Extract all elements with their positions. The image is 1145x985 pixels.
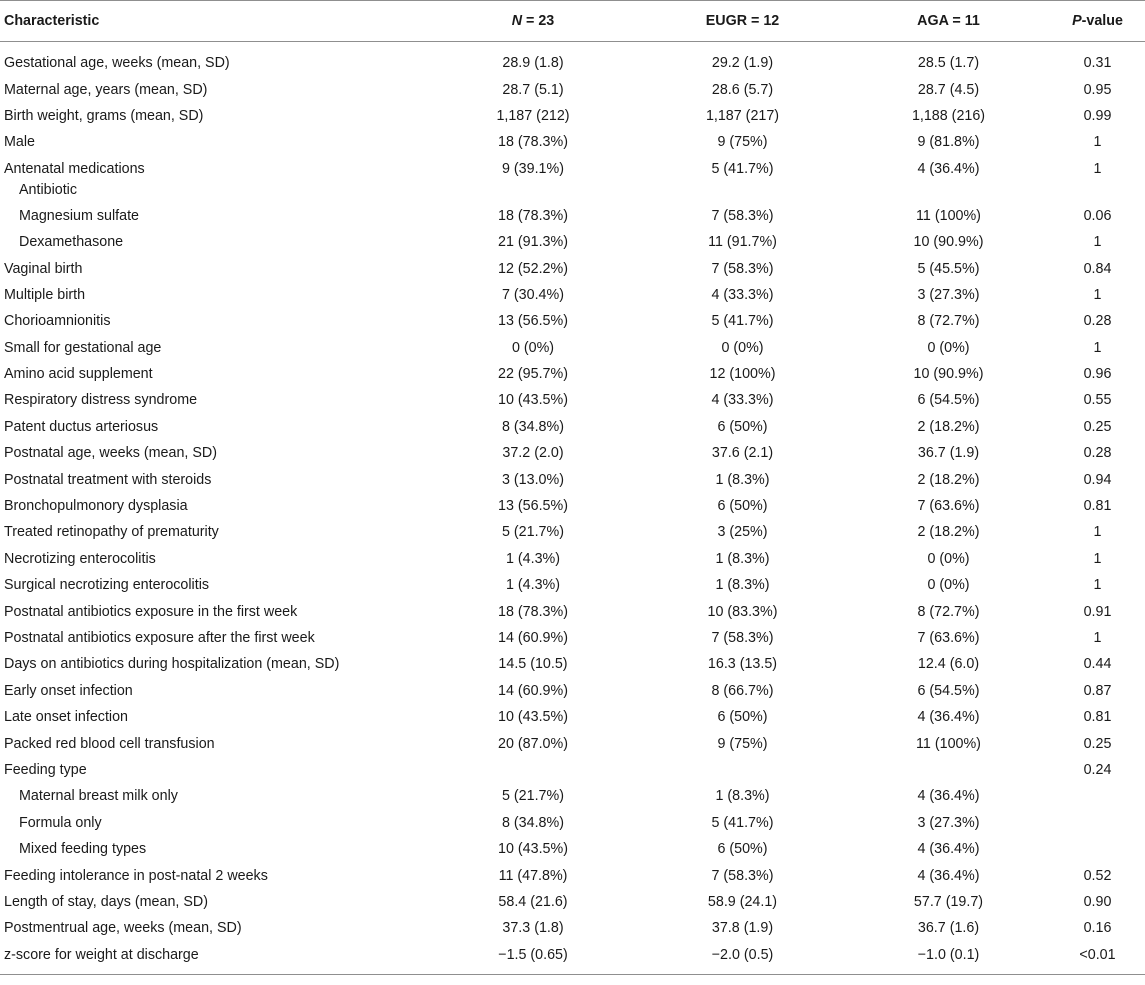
cell-aga: 11 (100%) xyxy=(916,735,981,752)
row-label: Treated retinopathy of prematurity xyxy=(4,524,219,541)
table-row xyxy=(0,493,1145,519)
row-label: Magnesium sulfate xyxy=(19,207,139,224)
cell-total: 3 (13.0%) xyxy=(502,471,564,488)
cell-total: 1 (4.3%) xyxy=(505,577,561,594)
row-label: Postnatal antibiotics exposure after the first week xyxy=(4,630,315,646)
cell-aga xyxy=(847,757,1046,783)
cell-aga: 7 (63.6%) xyxy=(917,498,980,515)
cell-total: 7 (30.4%) xyxy=(502,286,564,303)
row-label: z-score for weight at discharge xyxy=(0,942,428,975)
cell-aga: 1,188 (216) xyxy=(911,107,986,124)
row-label: Formula only xyxy=(19,814,102,831)
cell-total: 1 (4.3%) xyxy=(505,550,561,567)
cell-total: 18 (78.3%) xyxy=(498,603,568,620)
table-row xyxy=(0,335,1145,361)
cell-eugr xyxy=(634,757,847,783)
cell-aga: 8 (72.7%) xyxy=(917,313,980,330)
cell-aga: 6 (54.5%) xyxy=(917,682,980,699)
cell-aga: 10 (90.9%) xyxy=(913,366,984,383)
row-label: Antenatal medications xyxy=(4,160,145,177)
cell-aga: 2 (18.2%) xyxy=(917,418,980,435)
cell-eugr: −2.0 (0.5) xyxy=(634,942,847,975)
row-label: Maternal breast milk only xyxy=(19,788,178,805)
cell-p-value: 1 xyxy=(1093,577,1102,594)
cell-aga: 36.7 (1.6) xyxy=(917,920,980,937)
cell-total: 22 (95.7%) xyxy=(498,366,568,383)
row-label: Respiratory distress syndrome xyxy=(4,392,198,409)
table-body xyxy=(0,42,1145,975)
cell-aga: 36.7 (1.9) xyxy=(917,445,980,462)
cell-aga: 12.4 (6.0) xyxy=(917,656,980,673)
cell-p-value: 0.55 xyxy=(1083,392,1112,409)
cell-eugr: 12 (100%) xyxy=(709,366,776,383)
row-label: Postnatal antibiotics exposure in the first week xyxy=(4,603,298,620)
cell-aga: 8 (72.7%) xyxy=(917,603,980,620)
cell-p-value: 1 xyxy=(1093,160,1102,177)
row-label: Amino acid supplement xyxy=(4,366,153,383)
table-row xyxy=(0,757,1145,783)
cell-p-value: 0.28 xyxy=(1083,445,1112,462)
cell-aga: 2 (18.2%) xyxy=(917,471,980,488)
cell-p-value: 0.95 xyxy=(1083,81,1112,98)
cell-p-value: 0.44 xyxy=(1083,656,1112,673)
cell-p-value: 1 xyxy=(1093,630,1102,646)
cell-eugr: 6 (50%) xyxy=(717,709,768,726)
cell-total: 28.9 (1.8) xyxy=(502,55,564,72)
row-label: Small for gestational age xyxy=(4,339,162,356)
cell-eugr: 7 (58.3%) xyxy=(711,260,774,277)
cell-total: 13 (56.5%) xyxy=(498,313,568,330)
cell-eugr: 6 (50%) xyxy=(717,418,768,435)
cell-total: 8 (34.8%) xyxy=(502,814,564,831)
row-label-group xyxy=(0,156,428,203)
table-row xyxy=(0,810,1145,836)
cell-p-value: 0.81 xyxy=(1083,498,1112,515)
cell-total: 18 (78.3%) xyxy=(498,207,568,224)
table-row xyxy=(0,103,1145,129)
cell-p-value: 0.90 xyxy=(1083,893,1112,910)
row-label: Patent ductus arteriosus xyxy=(4,418,159,435)
cell-aga: 3 (27.3%) xyxy=(917,286,980,303)
cell-eugr: 4 (33.3%) xyxy=(711,392,774,409)
cell-aga: 28.7 (4.5) xyxy=(917,81,980,98)
cell-p-value: 0.16 xyxy=(1083,920,1112,937)
table-row xyxy=(0,730,1145,756)
cell-p-value: 1 xyxy=(1093,286,1102,303)
cell-eugr: 6 (50%) xyxy=(717,841,768,858)
cell-eugr: 6 (50%) xyxy=(717,498,768,515)
cell-total: 5 (21.7%) xyxy=(502,788,564,805)
row-label: Postnatal age, weeks (mean, SD) xyxy=(4,445,217,462)
row-label: Feeding type xyxy=(4,761,87,778)
row-label: Maternal age, years (mean, SD) xyxy=(4,81,208,98)
row-label: Postmentrual age, weeks (mean, SD) xyxy=(4,920,242,937)
table-row xyxy=(0,361,1145,387)
cell-eugr: 1 (8.3%) xyxy=(715,471,770,488)
cell-total: 14 (60.9%) xyxy=(498,630,568,646)
row-label: Dexamethasone xyxy=(19,234,124,251)
cell-eugr: 11 (91.7%) xyxy=(708,234,777,251)
cell-total: 1,187 (212) xyxy=(496,107,570,124)
table-header xyxy=(0,1,1145,42)
cell-p-value: 0.87 xyxy=(1083,682,1112,699)
table-row xyxy=(0,836,1145,862)
cell-p-value xyxy=(1046,783,1145,809)
cell-total: 8 (34.8%) xyxy=(502,418,564,435)
cell-p-value: 1 xyxy=(1093,524,1102,541)
table-row xyxy=(0,129,1145,155)
cell-eugr: 4 (33.3%) xyxy=(711,286,774,303)
table-row xyxy=(0,942,1145,975)
cell-eugr: 9 (75%) xyxy=(717,134,768,151)
cell-p-value: 1 xyxy=(1093,339,1102,356)
row-label: Necrotizing enterocolitis xyxy=(4,550,156,567)
table-row xyxy=(0,915,1145,941)
row-label: Multiple birth xyxy=(4,286,86,303)
cell-p-value: <0.01 xyxy=(1046,942,1145,975)
table-row xyxy=(0,678,1145,704)
cell-total: 10 (43.5%) xyxy=(498,709,568,726)
cell-aga: 3 (27.3%) xyxy=(917,814,980,831)
header-p-suffix: -value xyxy=(1081,13,1123,29)
cell-aga: 2 (18.2%) xyxy=(917,524,980,541)
cell-eugr: 10 (83.3%) xyxy=(707,603,778,620)
cell-eugr: 5 (41.7%) xyxy=(711,313,774,330)
table-row xyxy=(0,255,1145,281)
row-sublabel: Antibiotic xyxy=(19,181,78,198)
cell-aga: 0 (0%) xyxy=(927,550,970,567)
cell-aga: 4 (36.4%) xyxy=(917,709,980,726)
cell-total: 28.7 (5.1) xyxy=(502,81,564,98)
cell-p-value: 0.96 xyxy=(1083,366,1112,383)
row-label: Mixed feeding types xyxy=(19,841,147,858)
cell-p-value xyxy=(1046,836,1145,862)
cell-aga: 4 (36.4%) xyxy=(917,788,980,805)
table-row xyxy=(0,414,1145,440)
row-label: Feeding intolerance in post-natal 2 weeks xyxy=(4,867,268,884)
table-row xyxy=(0,229,1145,255)
table-row xyxy=(0,42,1145,77)
cell-eugr: 16.3 (13.5) xyxy=(707,656,778,673)
cell-eugr: 37.8 (1.9) xyxy=(711,920,774,937)
cell-p-value: 1 xyxy=(1093,134,1102,151)
table-row xyxy=(0,598,1145,624)
table-row xyxy=(0,704,1145,730)
cell-eugr: 1 (8.3%) xyxy=(715,788,770,805)
table-row xyxy=(0,466,1145,492)
table-row xyxy=(0,889,1145,915)
cell-eugr: 37.6 (2.1) xyxy=(711,445,774,462)
row-label: Gestational age, weeks (mean, SD) xyxy=(4,55,230,72)
table-row xyxy=(0,203,1145,229)
cell-total: 18 (78.3%) xyxy=(498,134,568,151)
cell-aga: 57.7 (19.7) xyxy=(913,893,984,910)
cell-aga: 9 (81.8%) xyxy=(917,134,980,151)
cell-eugr: 7 (58.3%) xyxy=(711,207,774,224)
row-label: Birth weight, grams (mean, SD) xyxy=(4,107,204,124)
cell-eugr: 9 (75%) xyxy=(717,735,768,752)
table-row xyxy=(0,651,1145,677)
cell-total: 11 (47.8%) xyxy=(498,867,568,884)
cell-aga: 4 (36.4%) xyxy=(917,160,980,177)
cell-total: 21 (91.3%) xyxy=(498,234,568,251)
header-p-value xyxy=(1046,1,1145,42)
cell-total: 10 (43.5%) xyxy=(498,841,568,858)
cell-p-value: 0.24 xyxy=(1083,761,1112,778)
cell-total: 14 (60.9%) xyxy=(498,682,568,699)
cell-total: 13 (56.5%) xyxy=(498,498,568,515)
cell-aga: 4 (36.4%) xyxy=(917,841,980,858)
cell-eugr: 5 (41.7%) xyxy=(711,814,774,831)
table-row xyxy=(0,783,1145,809)
cell-aga: 4 (36.4%) xyxy=(917,867,980,884)
cell-p-value: 0.81 xyxy=(1083,709,1112,726)
cell-aga: 10 (90.9%) xyxy=(913,234,984,251)
cell-p-value: 0.91 xyxy=(1083,603,1112,620)
row-label: Late onset infection xyxy=(4,709,128,726)
table-row xyxy=(0,440,1145,466)
row-label: Chorioamnionitis xyxy=(4,313,111,330)
cell-total: 0 (0%) xyxy=(511,339,555,356)
cell-eugr: 5 (41.7%) xyxy=(711,160,774,177)
row-label: Days on antibiotics during hospitalization (mean, SD) xyxy=(4,656,340,673)
cell-eugr: 3 (25%) xyxy=(717,524,768,541)
header-p-symbol: P xyxy=(1072,13,1082,29)
cell-aga: −1.0 (0.1) xyxy=(847,942,1046,975)
cell-aga: 28.5 (1.7) xyxy=(917,55,980,72)
row-label: Male xyxy=(4,134,35,151)
cell-total: 37.3 (1.8) xyxy=(502,920,564,937)
cell-p-value: 1 xyxy=(1093,234,1102,251)
row-label: Early onset infection xyxy=(4,682,133,699)
cell-eugr: 29.2 (1.9) xyxy=(711,55,774,72)
cell-aga: 6 (54.5%) xyxy=(917,392,980,409)
cell-total: 10 (43.5%) xyxy=(498,392,568,409)
cell-p-value: 0.94 xyxy=(1083,471,1112,488)
cell-eugr: 0 (0%) xyxy=(721,339,764,356)
cell-total: 37.2 (2.0) xyxy=(502,445,564,462)
row-label: Postnatal treatment with steroids xyxy=(4,471,212,488)
cell-p-value: 0.06 xyxy=(1083,207,1112,224)
header-aga: AGA = 11 xyxy=(847,1,1046,42)
cell-p-value: 0.25 xyxy=(1083,418,1112,435)
cell-aga: 5 (45.5%) xyxy=(917,260,980,277)
table-row xyxy=(0,387,1145,413)
table-row xyxy=(0,308,1145,334)
cell-total xyxy=(428,757,634,783)
cell-total: 9 (39.1%) xyxy=(502,160,564,177)
header-eugr: EUGR = 12 xyxy=(634,1,847,42)
cell-eugr: 28.6 (5.7) xyxy=(711,81,774,98)
cell-p-value: 0.84 xyxy=(1083,260,1112,277)
cell-p-value: 1 xyxy=(1093,550,1102,567)
cell-p-value: 0.52 xyxy=(1083,867,1112,884)
row-label: Length of stay, days (mean, SD) xyxy=(4,893,208,910)
cell-aga: 7 (63.6%) xyxy=(917,630,980,646)
header-total-n xyxy=(428,1,634,42)
cell-p-value xyxy=(1046,810,1145,836)
row-label: Bronchopulmonory dysplasia xyxy=(4,498,188,515)
row-label: Surgical necrotizing enterocolitis xyxy=(4,577,210,594)
row-label: Packed red blood cell transfusion xyxy=(4,735,215,752)
table-row xyxy=(0,519,1145,545)
header-row xyxy=(0,1,1145,42)
cell-total: 5 (21.7%) xyxy=(502,524,564,541)
cell-total: 58.4 (21.6) xyxy=(498,893,568,910)
cell-eugr: 1,187 (217) xyxy=(705,107,780,124)
cell-aga: 11 (100%) xyxy=(916,207,981,224)
cell-p-value: 0.28 xyxy=(1083,313,1112,330)
cell-p-value: 0.25 xyxy=(1083,735,1112,752)
table-row xyxy=(0,572,1145,598)
cell-aga: 0 (0%) xyxy=(927,339,970,356)
table-row xyxy=(0,546,1145,572)
cell-eugr: 1 (8.3%) xyxy=(715,577,770,594)
cell-p-value: 0.31 xyxy=(1083,55,1112,72)
cell-eugr: 1 (8.3%) xyxy=(715,550,770,567)
table-row xyxy=(0,156,1145,203)
cell-total: 20 (87.0%) xyxy=(498,735,568,752)
cell-total: −1.5 (0.65) xyxy=(428,942,634,975)
cell-eugr: 7 (58.3%) xyxy=(711,630,774,646)
header-characteristic: Characteristic xyxy=(0,1,428,42)
cell-p-value: 0.99 xyxy=(1083,107,1112,124)
cell-aga: 0 (0%) xyxy=(927,577,970,594)
table-row xyxy=(0,282,1145,308)
header-n-count: = 23 xyxy=(522,13,555,29)
cell-eugr: 8 (66.7%) xyxy=(711,682,774,699)
cell-eugr: 7 (58.3%) xyxy=(711,867,774,884)
row-label: Vaginal birth xyxy=(4,260,83,277)
table-row xyxy=(0,76,1145,102)
cell-total: 14.5 (10.5) xyxy=(498,656,568,673)
header-n-symbol: N xyxy=(511,13,523,29)
cell-eugr: 58.9 (24.1) xyxy=(707,893,778,910)
table-row xyxy=(0,625,1145,651)
table-row xyxy=(0,862,1145,888)
cell-total: 12 (52.2%) xyxy=(498,260,568,277)
